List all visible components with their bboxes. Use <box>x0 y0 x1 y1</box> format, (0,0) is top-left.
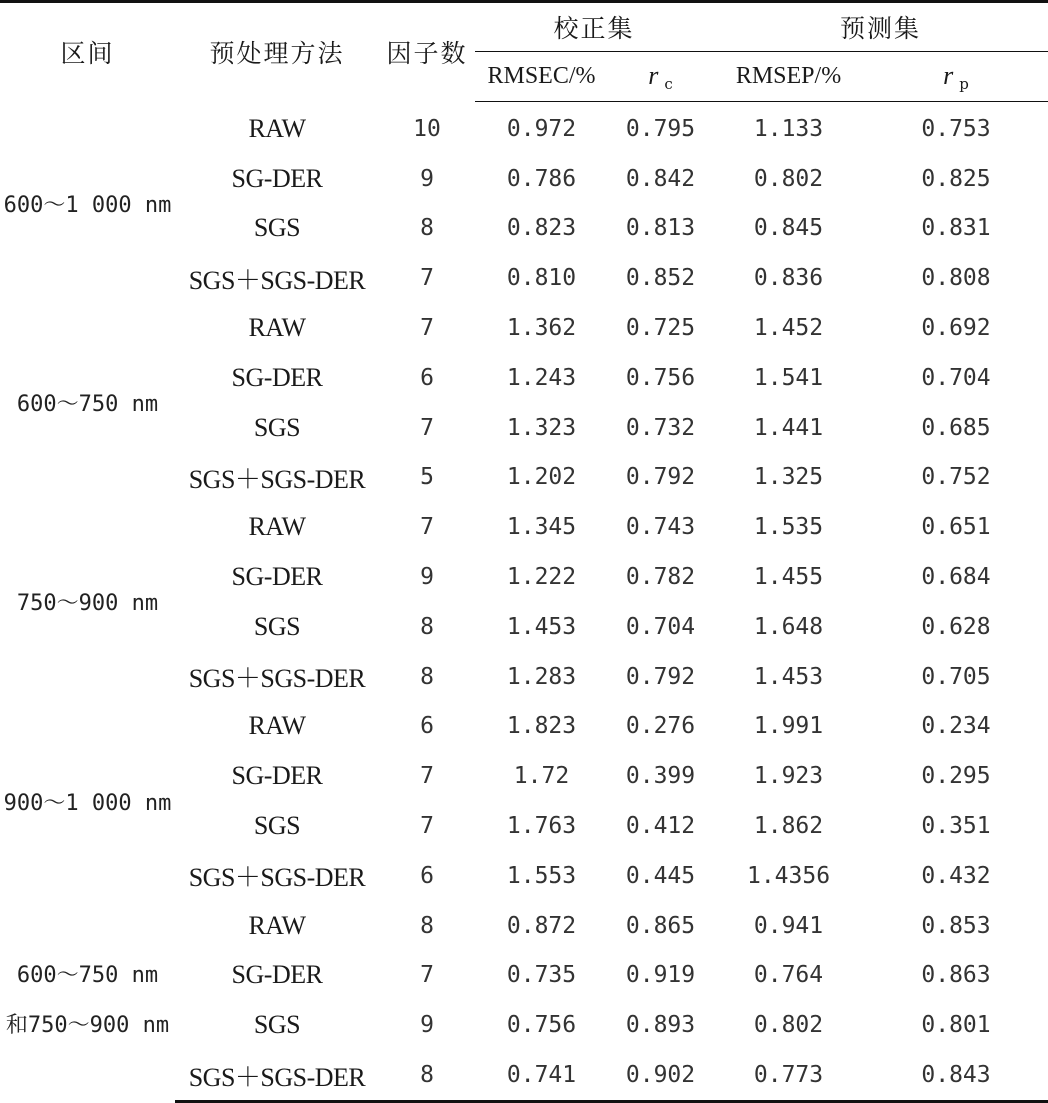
rc-cell: 0.842 <box>625 165 696 192</box>
method-cell: SGS＋SGS-DER <box>188 265 366 295</box>
factors-cell: 6 <box>420 713 434 740</box>
table-row <box>0 502 1048 552</box>
interval-cell <box>0 102 175 304</box>
rmsep-cell: 0.802 <box>753 165 824 192</box>
method-cell: SGS <box>253 811 301 841</box>
rmsec-cell: 0.872 <box>506 912 577 939</box>
method-cell: SGS＋SGS-DER <box>188 863 366 893</box>
rmsep-cell: 1.535 <box>753 514 824 541</box>
rp-cell: 0.295 <box>921 763 991 790</box>
interval-cell <box>0 502 175 701</box>
rmsep-cell: 0.941 <box>753 912 824 939</box>
rmsec-cell: 0.810 <box>506 265 577 292</box>
factors-cell: 9 <box>420 1012 434 1039</box>
col-header-calibration-set: 校正集 <box>475 2 713 52</box>
rmsep-cell: 0.773 <box>713 1050 864 1101</box>
method-cell: RAW <box>248 711 306 741</box>
interval-cell <box>0 901 175 1102</box>
rp-cell: 0.651 <box>921 514 991 541</box>
rc-cell: 0.743 <box>625 514 696 541</box>
rmsep-cell: 1.453 <box>753 663 824 690</box>
rmsep-cell: 1.455 <box>753 564 824 591</box>
rc-cell: 0.792 <box>625 464 696 491</box>
rc-cell: 0.399 <box>625 763 696 790</box>
rc-cell: 0.445 <box>625 862 696 889</box>
rc-cell: 0.704 <box>625 613 696 640</box>
rp-cell: 0.843 <box>864 1050 1048 1101</box>
rmsec-cell: 1.553 <box>506 862 577 889</box>
table-body <box>0 102 1048 1102</box>
rp-symbol: r <box>943 60 954 90</box>
rc-cell: 0.893 <box>625 1012 696 1039</box>
col-header-prediction-set: 预测集 <box>713 2 1048 52</box>
rc-cell: 0.792 <box>625 663 696 690</box>
rmsep-cell: 0.845 <box>753 215 824 242</box>
factors-cell: 9 <box>420 564 434 591</box>
interval-label: 900～1 000 nm <box>3 790 172 816</box>
method-cell: SGS <box>253 412 301 442</box>
rmsec-cell: 0.786 <box>506 165 577 192</box>
rc-cell: 0.756 <box>625 364 696 391</box>
rp-cell: 0.825 <box>921 165 991 192</box>
interval-cell <box>0 702 175 901</box>
factors-cell: 7 <box>420 962 434 989</box>
rp-cell: 0.752 <box>921 464 991 491</box>
rc-cell: 0.795 <box>625 115 696 142</box>
rmsep-cell: 1.325 <box>753 464 824 491</box>
rmsec-cell: 0.735 <box>506 962 577 989</box>
rc-symbol: r <box>648 60 659 90</box>
rmsec-cell: 0.756 <box>506 1012 577 1039</box>
rmsep-cell: 0.802 <box>753 1012 824 1039</box>
rp-cell: 0.351 <box>921 813 991 840</box>
rmsep-cell: 1.133 <box>753 115 824 142</box>
table-row <box>0 303 1048 353</box>
rmsep-cell: 1.648 <box>753 613 824 640</box>
method-cell: RAW <box>248 313 306 343</box>
rp-subscript: p <box>959 74 969 93</box>
factors-cell: 6 <box>420 862 434 889</box>
rmsep-cell: 0.836 <box>753 265 824 292</box>
method-cell: RAW <box>248 512 306 542</box>
interval-label: 600～1 000 nm <box>3 192 172 218</box>
rc-cell: 0.782 <box>625 564 696 591</box>
rp-cell: 0.853 <box>921 912 991 939</box>
factors-cell: 8 <box>379 1050 475 1101</box>
rmsec-cell: 1.323 <box>506 414 577 441</box>
rmsec-cell: 0.972 <box>506 115 577 142</box>
factors-cell: 8 <box>420 912 434 939</box>
rmsep-cell: 0.764 <box>753 962 824 989</box>
rp-cell: 0.808 <box>921 265 991 292</box>
rmsep-cell: 1.441 <box>753 414 824 441</box>
rmsep-cell: 1.923 <box>753 763 824 790</box>
rmsep-cell: 1.452 <box>753 315 824 342</box>
rmsec-cell: 1.72 <box>513 763 570 790</box>
rp-cell: 0.801 <box>921 1012 991 1039</box>
factors-cell: 6 <box>420 364 434 391</box>
method-cell: SG-DER <box>231 163 323 193</box>
rp-cell: 0.684 <box>921 564 991 591</box>
table-row <box>0 702 1048 752</box>
rp-cell: 0.234 <box>921 713 991 740</box>
table-header <box>0 2 1048 102</box>
rp-cell: 0.863 <box>921 962 991 989</box>
rmsec-cell: 0.823 <box>506 215 577 242</box>
interval-label: 600～750 nm <box>16 392 159 418</box>
rc-cell: 0.412 <box>625 813 696 840</box>
method-cell: SGS＋SGS-DER <box>188 664 366 694</box>
rmsec-cell: 1.345 <box>506 514 577 541</box>
rp-cell: 0.692 <box>921 315 991 342</box>
rc-cell: 0.852 <box>625 265 696 292</box>
col-header-factors: 因子数 <box>379 2 475 102</box>
factors-cell: 10 <box>413 115 441 142</box>
interval-label: 和750～900 nm <box>5 1013 170 1039</box>
rmsec-cell: 1.453 <box>506 613 577 640</box>
rc-subscript: c <box>664 74 673 93</box>
rp-cell: 0.753 <box>921 115 991 142</box>
rp-cell: 0.628 <box>921 613 991 640</box>
factors-cell: 7 <box>420 315 434 342</box>
rmsep-cell: 1.541 <box>753 364 824 391</box>
interval-label: 600～750 nm <box>16 963 159 989</box>
rmsec-cell: 1.283 <box>506 663 577 690</box>
rmsep-cell: 1.4356 <box>746 862 831 889</box>
col-header-interval: 区间 <box>0 2 175 102</box>
rp-cell: 0.704 <box>921 364 991 391</box>
factors-cell: 7 <box>420 813 434 840</box>
col-header-rc <box>608 52 713 102</box>
col-header-rmsec: RMSEC/% <box>475 52 608 102</box>
rmsec-cell: 1.243 <box>506 364 577 391</box>
method-cell: SGS <box>253 213 301 243</box>
rmsep-cell: 1.862 <box>753 813 824 840</box>
method-cell: RAW <box>248 113 306 143</box>
col-header-rmsep: RMSEP/% <box>713 52 864 102</box>
rmsec-cell: 1.823 <box>506 713 577 740</box>
factors-cell: 8 <box>420 215 434 242</box>
rc-cell: 0.813 <box>625 215 696 242</box>
method-cell: SG-DER <box>231 761 323 791</box>
rmsec-cell: 1.202 <box>506 464 577 491</box>
factors-cell: 7 <box>420 414 434 441</box>
factors-cell: 7 <box>420 265 434 292</box>
method-cell: SGS <box>253 611 301 641</box>
factors-cell: 8 <box>420 613 434 640</box>
rp-cell: 0.685 <box>921 414 991 441</box>
rmsec-cell: 1.763 <box>506 813 577 840</box>
rc-cell: 0.732 <box>625 414 696 441</box>
interval-cell <box>0 303 175 502</box>
rmsec-cell: 1.362 <box>506 315 577 342</box>
table-row <box>0 901 1048 951</box>
rmsep-cell: 1.991 <box>753 713 824 740</box>
rc-cell: 0.725 <box>625 315 696 342</box>
factors-cell: 7 <box>420 514 434 541</box>
method-cell: SG-DER <box>231 960 323 990</box>
factors-cell: 5 <box>420 464 434 491</box>
interval-label: 750～900 nm <box>16 591 159 617</box>
rmsec-cell: 0.741 <box>475 1050 608 1101</box>
rmsec-cell: 1.222 <box>506 564 577 591</box>
method-cell: SG-DER <box>231 362 323 392</box>
col-header-method: 预处理方法 <box>175 2 379 102</box>
method-cell: SG-DER <box>231 562 323 592</box>
method-cell: SGS <box>253 1010 301 1040</box>
method-cell: RAW <box>248 910 306 940</box>
method-cell: SGS＋SGS-DER <box>188 464 366 494</box>
rp-cell: 0.432 <box>921 862 991 889</box>
col-header-rp <box>864 52 1048 102</box>
factors-cell: 9 <box>420 165 434 192</box>
rc-cell: 0.276 <box>625 713 696 740</box>
method-cell: SGS＋SGS-DER <box>175 1050 379 1101</box>
factors-cell: 7 <box>420 763 434 790</box>
rp-cell: 0.831 <box>921 215 991 242</box>
rc-cell: 0.919 <box>625 962 696 989</box>
table-row <box>0 102 1048 154</box>
rp-cell: 0.705 <box>921 663 991 690</box>
rc-cell: 0.865 <box>625 912 696 939</box>
rc-cell: 0.902 <box>608 1050 713 1101</box>
factors-cell: 8 <box>420 663 434 690</box>
